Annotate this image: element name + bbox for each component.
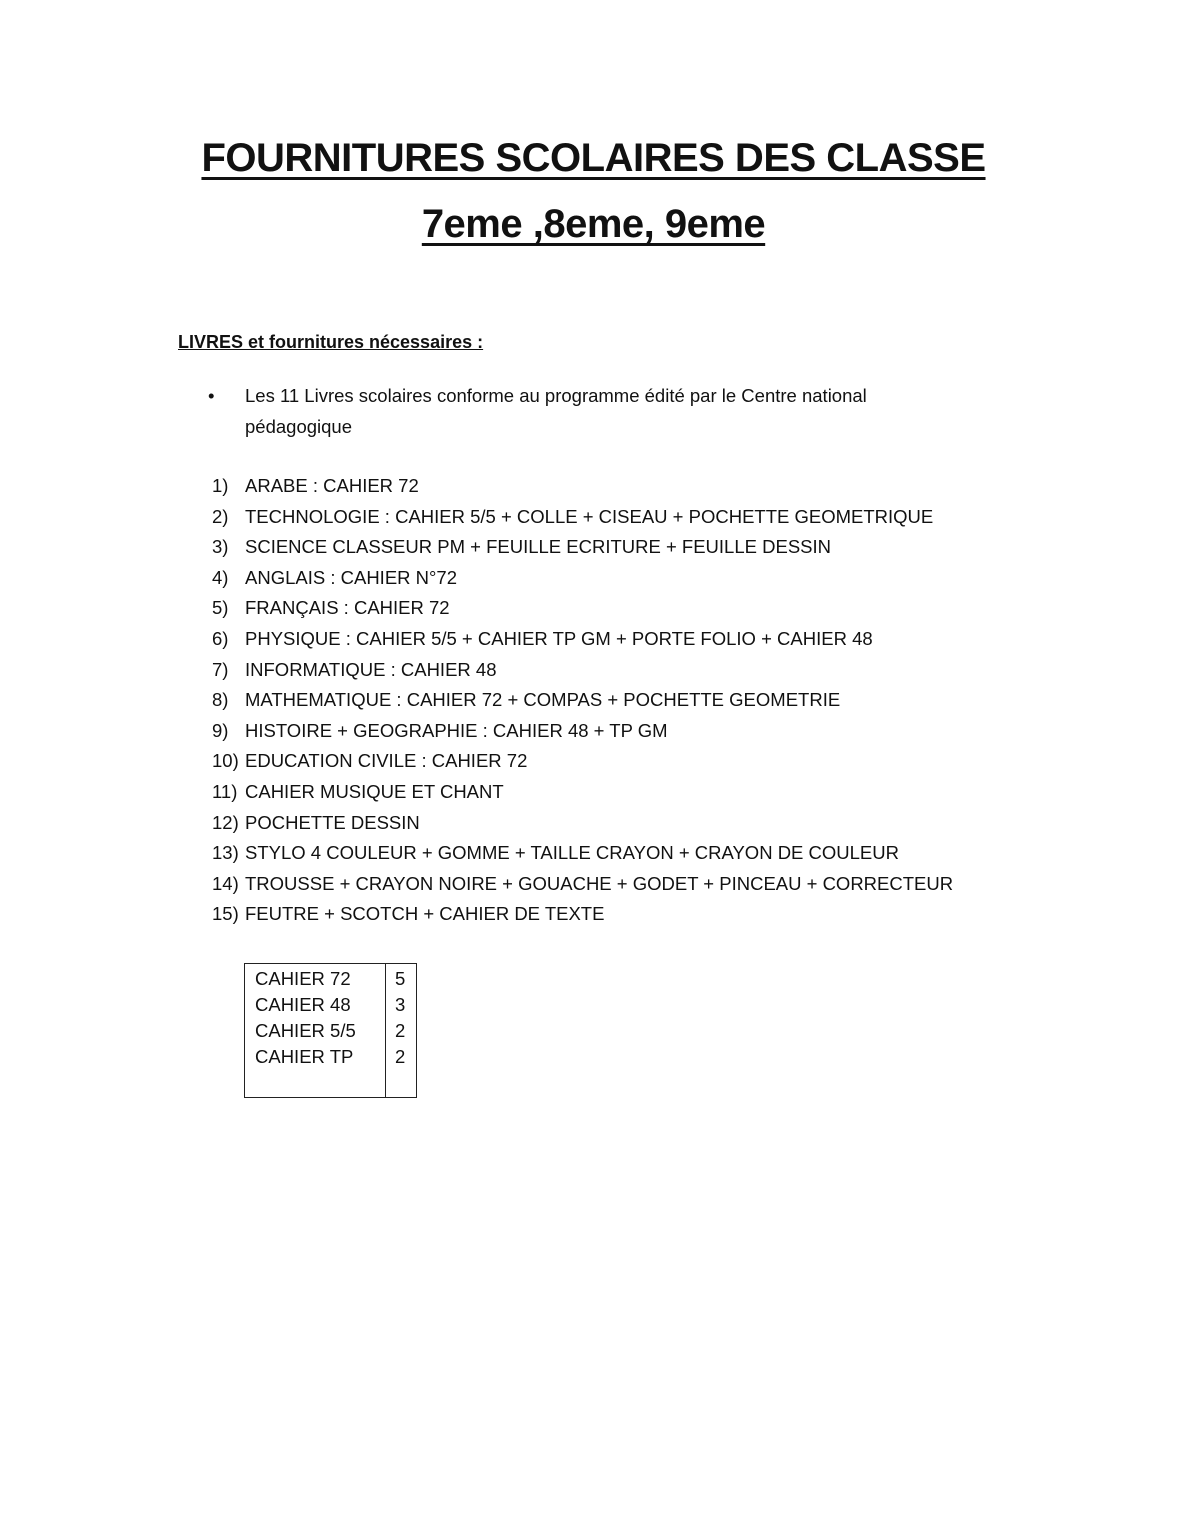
table-row — [245, 992, 416, 1018]
notebook-count-table — [244, 963, 417, 1098]
item-number: 6) — [212, 627, 229, 649]
list-item — [212, 655, 972, 686]
table-cell-name: CAHIER TP — [255, 1046, 354, 1067]
table-cell-qty: 2 — [395, 1020, 406, 1041]
list-item — [212, 838, 972, 869]
bullet-icon: • — [208, 385, 215, 406]
list-item — [212, 502, 972, 533]
item-number: 14) — [212, 872, 239, 894]
list-item — [212, 471, 972, 502]
item-text: MATHEMATIQUE : CAHIER 72 + COMPAS + POCHETTE GEOMETRIE — [245, 689, 841, 711]
list-item — [212, 532, 972, 563]
table-cell-qty: 2 — [395, 1046, 406, 1067]
item-text: EDUCATION CIVILE : CAHIER 72 — [245, 750, 528, 772]
item-text: ARABE : CAHIER 72 — [245, 475, 419, 496]
item-number: 7) — [212, 658, 229, 680]
table-cell-name: CAHIER 48 — [255, 994, 351, 1015]
item-text: TROUSSE + CRAYON NOIRE + GOUACHE + GODET + PINCEAU + CORRECTEUR — [245, 872, 954, 894]
item-number: 12) — [212, 811, 239, 833]
item-text: INFORMATIQUE : CAHIER 48 — [245, 658, 497, 680]
item-text: FEUTRE + SCOTCH + CAHIER DE TEXTE — [245, 903, 605, 925]
table-cell-name: CAHIER 72 — [255, 968, 351, 989]
list-item — [212, 899, 972, 930]
list-item — [212, 563, 972, 594]
item-text: TECHNOLOGIE : CAHIER 5/5 + COLLE + CISEAU + POCHETTE GEOMETRIQUE — [245, 505, 934, 527]
table-row — [245, 966, 416, 992]
list-item — [212, 685, 972, 716]
list-item — [212, 746, 972, 777]
item-text: PHYSIQUE : CAHIER 5/5 + CAHIER TP GM + PORTE FOLIO + CAHIER 48 — [245, 627, 873, 649]
list-item — [212, 716, 972, 747]
item-number: 13) — [212, 842, 239, 864]
bullet-text: Les 11 Livres scolaires conforme au programme édité par le Centre national pédagogique — [245, 385, 867, 437]
table-row — [245, 1018, 416, 1044]
item-number: 4) — [212, 566, 229, 588]
document-title: FOURNITURES SCOLAIRES DES CLASSE — [201, 136, 986, 180]
item-number: 1) — [212, 475, 229, 496]
list-item — [212, 593, 972, 624]
table-row — [245, 1044, 416, 1070]
section-heading: LIVRES et fournitures nécessaires : — [178, 332, 484, 352]
item-number: 8) — [212, 689, 229, 711]
item-number: 2) — [212, 505, 229, 527]
document-subtitle-classes: 7eme ,8eme, 9eme — [421, 202, 766, 246]
item-text: FRANÇAIS : CAHIER 72 — [245, 597, 450, 619]
supplies-list — [212, 471, 972, 930]
item-number: 3) — [212, 536, 229, 558]
list-item — [212, 624, 972, 655]
item-text: HISTOIRE + GEOGRAPHIE : CAHIER 48 + TP GM — [245, 719, 668, 741]
item-text: STYLO 4 COULEUR + GOMME + TAILLE CRAYON + CRAYON DE COULEUR — [245, 842, 899, 864]
item-number: 5) — [212, 597, 229, 619]
item-text: ANGLAIS : CAHIER N°72 — [245, 566, 457, 588]
item-number: 9) — [212, 719, 229, 741]
item-text: SCIENCE CLASSEUR PM + FEUILLE ECRITURE + FEUILLE DESSIN — [245, 536, 831, 558]
item-text: CAHIER MUSIQUE ET CHANT — [245, 780, 504, 802]
bullet-item — [208, 380, 928, 442]
item-number: 11) — [212, 780, 238, 802]
list-item — [212, 869, 972, 900]
item-number: 15) — [212, 903, 239, 925]
table-cell-qty: 5 — [395, 968, 406, 989]
item-text: POCHETTE DESSIN — [245, 811, 420, 833]
table-cell-qty: 3 — [395, 994, 406, 1015]
list-item — [212, 808, 972, 839]
item-number: 10) — [212, 750, 239, 772]
list-item — [212, 777, 972, 808]
table-cell-name: CAHIER 5/5 — [255, 1020, 356, 1041]
